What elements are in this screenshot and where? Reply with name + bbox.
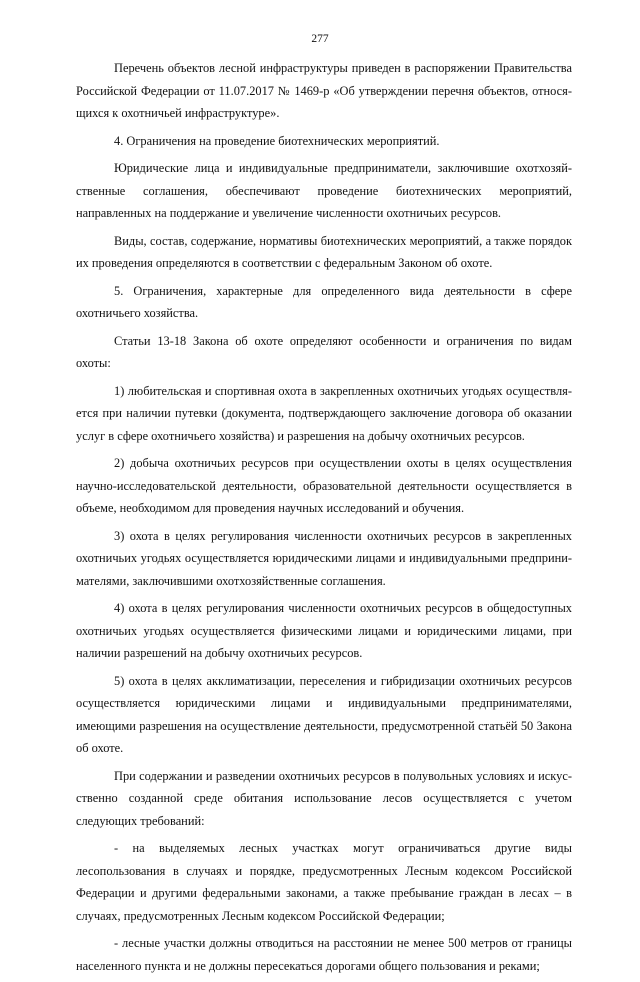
- document-body: [76, 57, 572, 982]
- paragraph-articles-13-18: Статьи 13-18 Закона об охоте определяют особенности и ограничения по видам охоты:: [76, 333, 572, 370]
- paragraph-item-3: 3) охота в целях регулирования численности охотничьих ресурсов в закрепленных охотничьих угодьях осуществляется юридическими лицами и индивидуальными предпринимателями, заключившими охотхозяйственные соглашения.: [76, 528, 572, 588]
- paragraph-item-1: 1) любительская и спортивная охота в закрепленных охотничьих угодьях осуществляется при наличии путевки (документа, подтверждающего заключение договора об оказании услуг в сфере охотничьего хозяйства) и разрешения на добычу охотничьих ресурсов.: [76, 383, 572, 443]
- paragraph-infrastructure-list: Перечень объектов лесной инфраструктуры приведен в распоряжении Правительства Российской Федерации от 11.07.2017 № 1469-р «Об утверждении перечня объектов, относящихся к охотничьей инфраструктуре».: [76, 61, 572, 120]
- paragraph-biotech-duties: Юридические лица и индивидуальные предприниматели, заключившие охотхозяйственные соглашения, обеспечивают проведение биотехнических мероприятий, направленных на поддержание и увеличение численности охотничьих ресурсов.: [76, 161, 572, 220]
- paragraph-requirement-1: - на выделяемых лесных участках могут ограничиваться другие виды лесопользования в случаях и порядке, предусмотренных Лесным кодексом Российской Федерации и другими федеральными законами, а также пребывание граждан в лесах – в случаях, предусмотренных Лесным кодексом Российской Федерации;: [76, 841, 572, 923]
- paragraph-requirement-2: - лесные участки должны отводиться на расстоянии не менее 500 метров от границы населенного пункта и не должны пересекаться дорогами общего пользования и реками;: [76, 936, 572, 973]
- paragraph-biotech-norms: Виды, состав, содержание, нормативы биотехнических мероприятий, а также порядок их проведения определяются в соответствии с федеральным Законом об охоте.: [76, 233, 572, 270]
- paragraph-heading-biotech: 4. Ограничения на проведение биотехнических мероприятий.: [114, 133, 440, 148]
- page-number: 277: [311, 33, 329, 45]
- paragraph-heading-activity-limits: 5. Ограничения, характерные для определенного вида деятельности в сфере охотничьего хозяйства.: [76, 283, 572, 320]
- paragraph-item-2: 2) добыча охотничьих ресурсов при осуществлении охоты в целях осуществления научно-исследовательской деятельности, образовательной деятельности осуществляется в объеме, необходимом для проведения научных исследований и обучения.: [76, 456, 572, 515]
- paragraph-semi-free-conditions: При содержании и разведении охотничьих ресурсов в полувольных условиях и искусственно созданной среде обитания использование лесов осуществляется с учетом следующих требований:: [76, 768, 572, 828]
- paragraph-item-5: 5) охота в целях акклиматизации, переселения и гибридизации охотничьих ресурсов осуществляется юридическими лицами и индивидуальными предпринимателями, имеющими разрешения на осуществление деятельности, предусмотренной статьёй 50 Закона об охоте.: [76, 673, 572, 755]
- paragraph-item-4: 4) охота в целях регулирования численности охотничьих ресурсов в общедоступных охотничьих угодьях осуществляется физическими лицами и юридическими лицами, при наличии разрешений на добычу охотничьих ресурсов.: [76, 601, 572, 660]
